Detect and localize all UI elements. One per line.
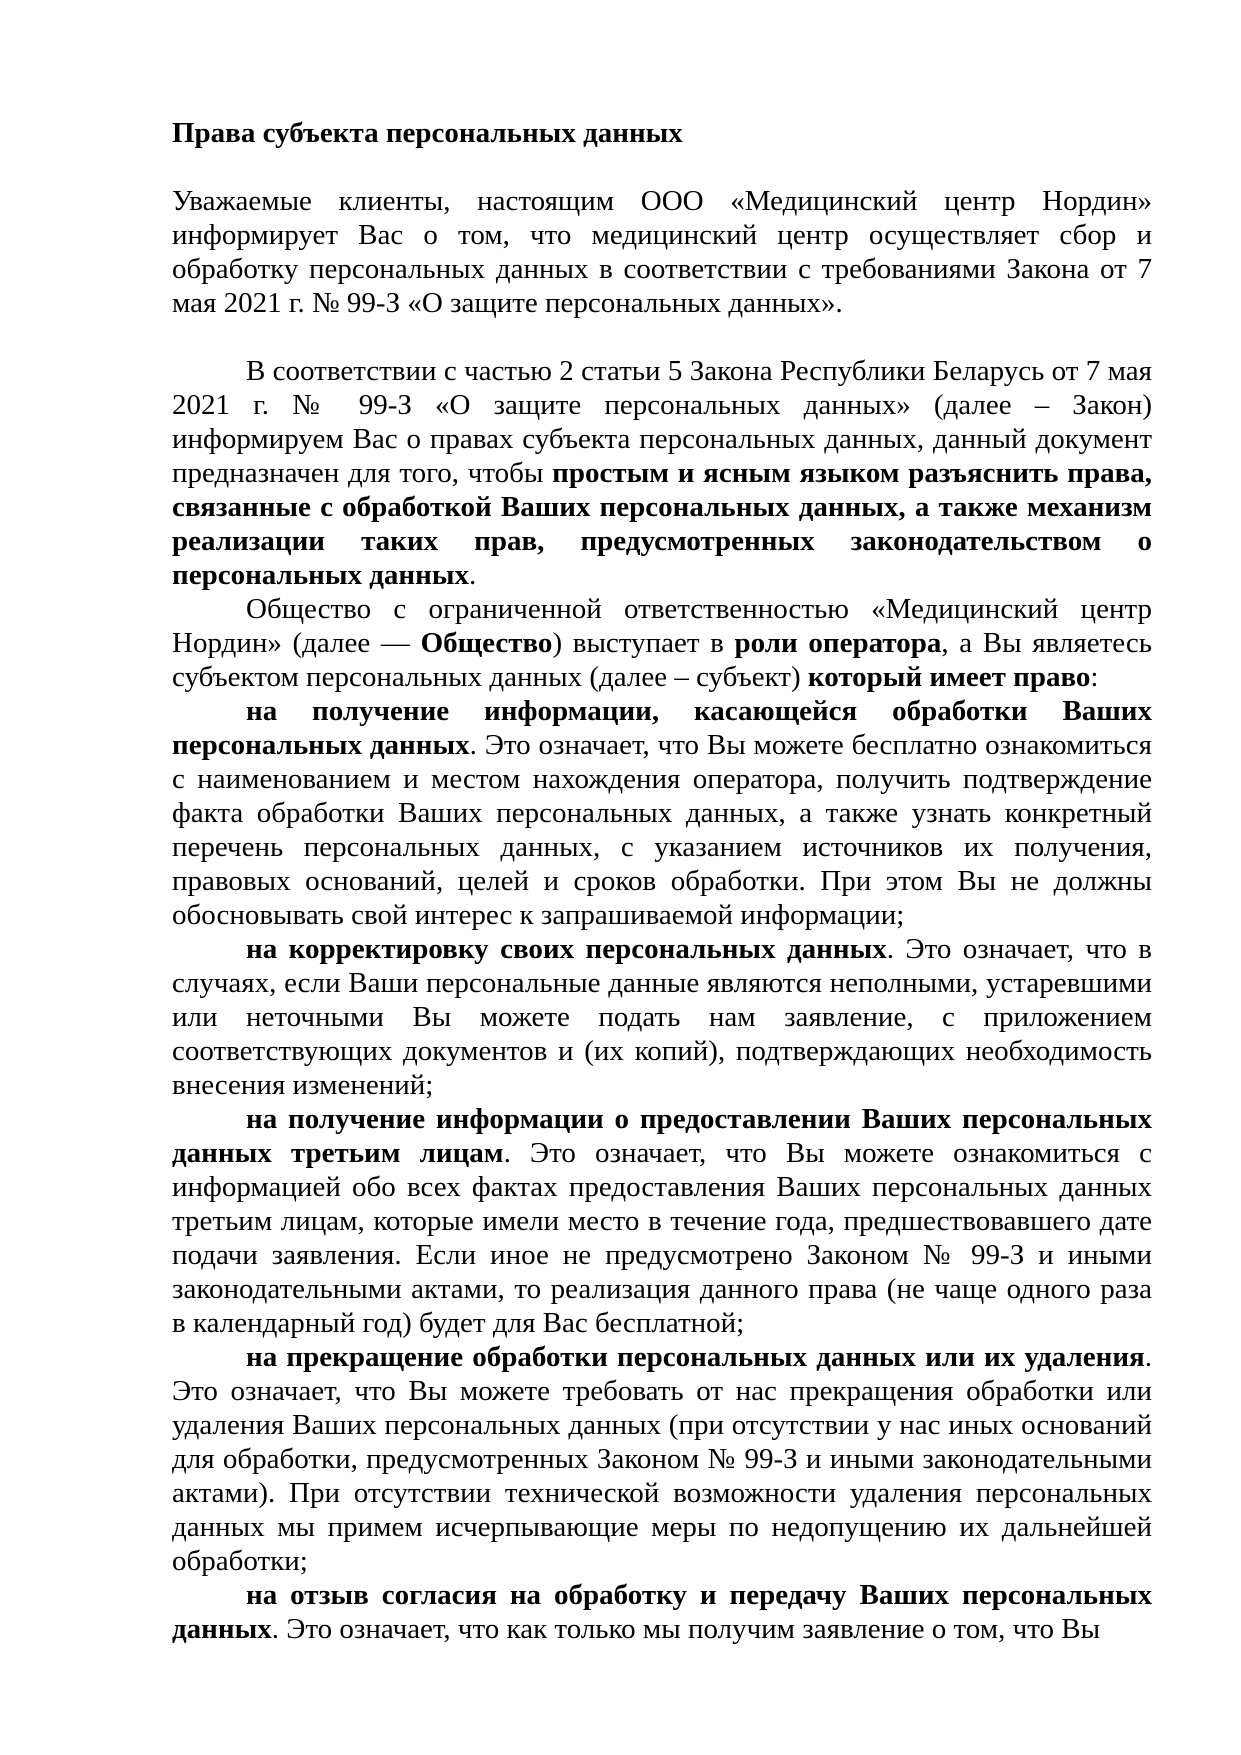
text-run: . Это означает, что в случаях, если Ваши персональные данные являются неполными, устаревшими или неточными Вы можете подать нам заявление, с приложением соответствующих документов и (их копий), подтверждающих необходимость внесения изменений; — [172, 933, 1153, 1101]
bold-text-run: на прекращение обработки персональных данных или их удаления — [246, 1341, 1145, 1373]
text-run: В соответствии с частью 2 статьи 5 Закона Республики Беларусь от 7 мая 2021 г. № 99-З «О защите персональных данных» (далее – Закон) информируем Вас о правах субъекта персональных данных, данный документ предназначен для того, чтобы — [172, 355, 1152, 489]
text-run: Общество с ограниченной ответственностью «Медицинский центр Нордин» (далее — — [172, 593, 1152, 659]
intro-paragraph — [172, 184, 1152, 320]
text-run: . Это означает, что Вы можете требовать от нас прекращения обработки или удаления Ваших персональных данных (при отсутствии у нас иных оснований для обработки, предусмотренных Законом № 99-З и иными законодательными актами). При отсутствии технической возможности удаления персональных данных мы примем исчерпывающие меры по недопущению их дальнейшей обработки; — [172, 1341, 1152, 1577]
right-information-access — [172, 694, 1152, 932]
bold-text-run: Общество — [420, 627, 553, 659]
text-run: . — [468, 559, 477, 591]
text-run: . Это означает, что Вы можете ознакомиться с информацией обо всех фактах предоставления Ваших персональных данных третьим лицам, которые имели место в течение года, предшествовавшего дате подачи заявления. Если иное не предусмотрено Законом № 99-З и иными законодательными актами, то реализация данного права (не чаще одного раза в календарный год) будет для Вас бесплатной; — [172, 1137, 1152, 1339]
bold-text-run: простым и ясным языком разъяснить права, связанные с обработкой Ваших персональных данных, а также механизм реализации таких прав, предусмотренных законодательством о персональных данных — [172, 457, 1152, 591]
bold-text-run: на получение информации о предоставлении Ваших персональных данных третьим лицам — [172, 1103, 1152, 1169]
text-run: . Это означает, что Вы можете бесплатно ознакомиться с наименованием и местом нахождения оператора, получить подтверждение факта обработки Ваших персональных данных, а также узнать конкретный перечень персональных данных, с указанием источников их получения, правовых оснований, целей и сроков обработки. При этом Вы не должны обосновывать свой интерес к запрашиваемой информации; — [172, 729, 1152, 931]
right-processing-termination — [172, 1340, 1152, 1578]
bold-text-run: на отзыв согласия на обработку и передачу Ваших персональных данных — [172, 1579, 1152, 1645]
document-body — [172, 184, 1152, 1646]
operator-role-paragraph — [172, 592, 1152, 694]
bold-text-run: который имеет право — [807, 661, 1091, 693]
bold-text-run: роли оператора — [734, 627, 942, 659]
text-run: ) выступает в — [552, 627, 735, 659]
text-run: , а Вы являетесь субъектом персональных данных (далее – субъект) — [172, 627, 1152, 693]
document-title: Права субъекта персональных данных — [172, 117, 683, 149]
text-run: : — [1090, 661, 1099, 693]
right-consent-withdrawal — [172, 1578, 1152, 1646]
bold-text-run: на получение информации, касающейся обработки Ваших персональных данных — [172, 695, 1152, 761]
bold-text-run: на корректировку своих персональных данных — [246, 933, 887, 965]
text-run: . Это означает, что как только мы получим заявление о том, что Вы — [271, 1613, 1101, 1645]
right-third-party-disclosure-info — [172, 1102, 1152, 1340]
law-reference-paragraph — [172, 354, 1152, 592]
document-content — [172, 116, 1152, 1646]
text-run: Уважаемые клиенты, настоящим ООО «Медицинский центр Нордин» информирует Вас о том, что медицинский центр осуществляет сбор и обработку персональных данных в соответствии с требованиями Закона от 7 мая 2021 г. № 99-З «О защите персональных данных». — [172, 185, 1152, 319]
right-data-correction — [172, 932, 1152, 1102]
